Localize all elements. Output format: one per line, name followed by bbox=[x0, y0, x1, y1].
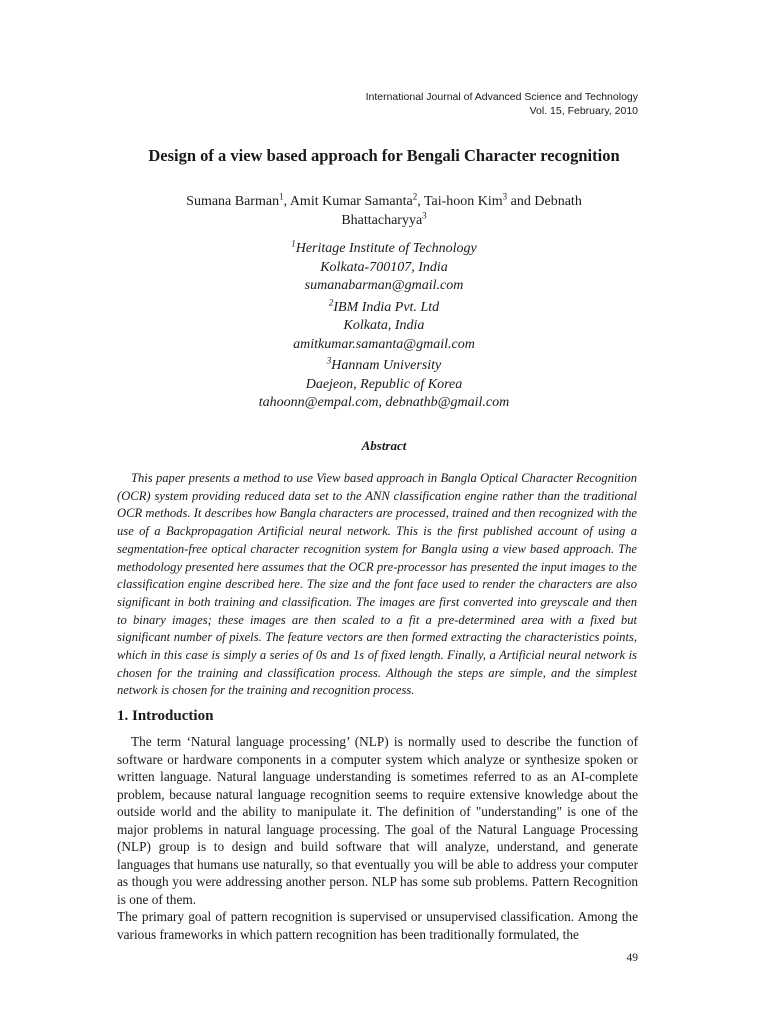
author-separator: and bbox=[507, 194, 535, 209]
author-affiliation-mark: 2 bbox=[412, 191, 418, 202]
affiliation-email: tahoonn@empal.com, debnathb@gmail.com bbox=[258, 395, 510, 410]
affiliation-mark: 3 bbox=[326, 355, 332, 366]
introduction-body bbox=[117, 733, 638, 943]
author-affiliation-mark: 1 bbox=[279, 191, 284, 202]
author-name: Debnath Bhattacharyya bbox=[341, 194, 582, 228]
affiliation-place: Daejeon, Republic of Korea bbox=[305, 376, 463, 392]
author-name: Sumana Barman bbox=[186, 194, 280, 209]
affiliation-place: Kolkata-700107, India bbox=[320, 259, 448, 275]
intro-paragraph: The primary goal of pattern recognition is supervised or unsupervised classification. Among the various frameworks in which pattern recognition has been traditionally formulated, the bbox=[117, 909, 638, 942]
affiliation-mark: 2 bbox=[328, 296, 334, 307]
author-name: Tai-hoon Kim bbox=[423, 194, 503, 209]
affiliations bbox=[0, 240, 768, 413]
author-list bbox=[150, 192, 618, 230]
affiliation-name: $^3$Hannam University bbox=[326, 355, 442, 373]
journal-volume: Vol. 15, February, 2010 bbox=[529, 105, 638, 117]
abstract-heading: Abstract bbox=[361, 438, 407, 453]
affiliation-name: $^2$IBM India Pvt. Ltd bbox=[328, 296, 440, 315]
running-header bbox=[366, 90, 638, 118]
page-number: 49 bbox=[626, 952, 638, 964]
author-separator: , bbox=[283, 194, 290, 209]
affiliation-1 bbox=[0, 240, 768, 296]
affiliation-email: sumanabarman@gmail.com bbox=[304, 278, 464, 293]
intro-paragraph: The term ‘Natural language processing’ (NLP) is normally used to describe the function of software or hardware components in a computer system which analyze or synthesize spoken or written language. Natural language understanding is sometimes referred to as an AI-complete problem, because natural language recognition seems to require extensive knowledge about the outside world and the ability to manipulate it. The definition of "understanding" is one of the major problems in natural language processing. The goal of the Natural Language Processing (NLP) group is to design and build software that will analyze, understand, and generate languages that humans use naturally, so that eventually you will be able to address your computer as though you were addressing another person. NLP has some sub problems. Pattern Recognition is one of them. bbox=[117, 734, 638, 907]
affiliation-2 bbox=[0, 296, 768, 355]
affiliation-3 bbox=[0, 357, 768, 413]
affiliation-mark: 1 bbox=[291, 238, 296, 249]
author-affiliation-mark: 3 bbox=[502, 191, 508, 202]
author-affiliation-mark: 3 bbox=[422, 210, 427, 221]
abstract-text: This paper presents a method to use View based approach in Bangla Optical Character Recognition (OCR) system providing reduced data set to the ANN classification engine rather than the traditional OCR methods. It describes how Bangla characters are processed, trained and then recognized with the use of a Backpropagation Artificial neural network. This is the first published account of using a segmentation-free optical character recognition system for Bangla using a view based approach. The methodology presented here assumes that the OCR pre-processor has presented the input images to the classification engine described here. The size and the font face used to render the characters are also significant in both training and classification. The images are first converted into greyscale and then to binary images; these images are then scaled to a fit a pre-determined area with a fixed but significant number of pixels. The feature vectors are then formed extracting the characteristics points, which in this case is simply a series of 0s and 1s of fixed length. Finally, a Artificial neural network is chosen for the training and classification process. Although the steps are simple, and the simplest network is chosen for the training and recognition process. bbox=[117, 471, 637, 698]
journal-name: International Journal of Advanced Science and Technology bbox=[365, 91, 638, 103]
author-name: Amit Kumar Samanta bbox=[289, 194, 413, 209]
paper-title: Design of a view based approach for Bengali Character recognition bbox=[148, 146, 620, 165]
section-heading-introduction: 1. Introduction bbox=[117, 708, 214, 724]
affiliation-name: $^1$Heritage Institute of Technology bbox=[291, 238, 477, 256]
affiliation-place: Kolkata, India bbox=[343, 318, 425, 333]
affiliation-email: amitkumar.samanta@gmail.com bbox=[293, 336, 475, 352]
author-separator: , bbox=[417, 194, 424, 209]
